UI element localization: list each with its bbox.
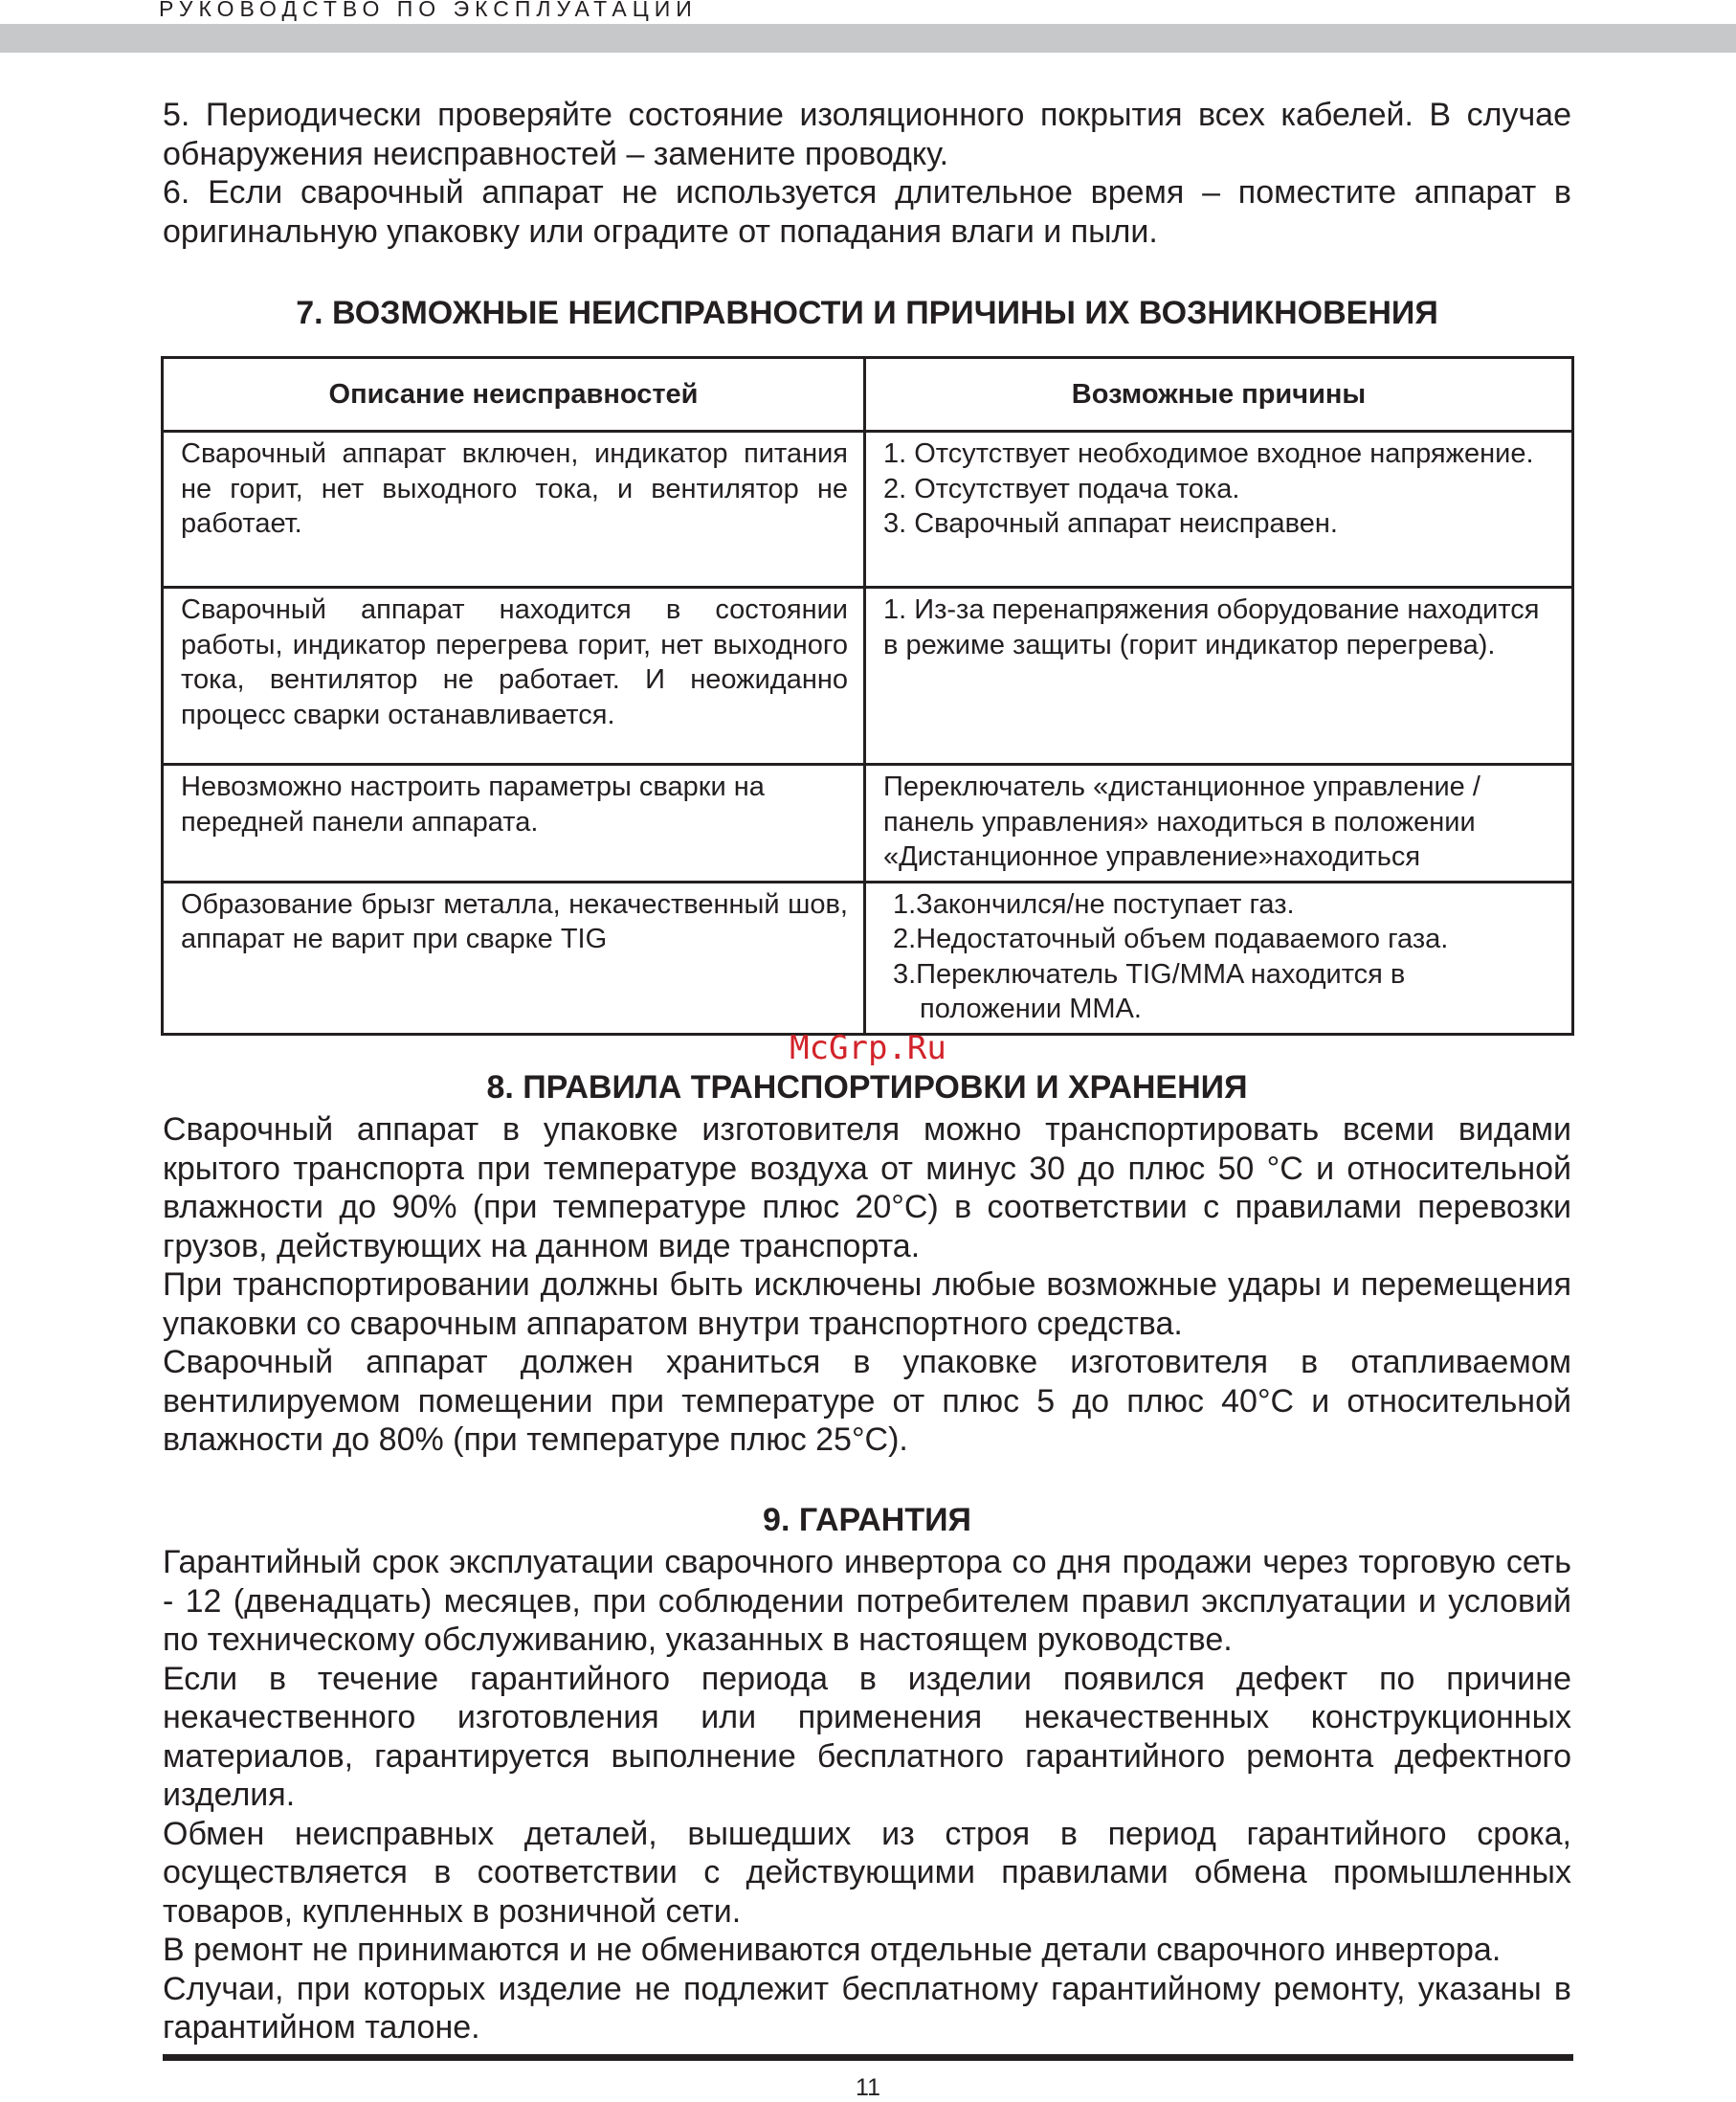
running-header: РУКОВОДСТВО ПО ЭКСПЛУАТАЦИИ xyxy=(159,0,698,21)
paragraph: Если в течение гарантийного периода в изделии появился дефект по причине некачественного изготовления или применения некачественных конструкционных материалов, гарантируется выполнение бесплатного гарантийного ремонта дефектного изделия. xyxy=(163,1660,1571,1813)
cause-item: 1. Из-за перенапряжения оборудование находится в режиме защиты (горит индикатор перегрева). xyxy=(883,594,1540,660)
fault-description: Образование брызг металла, некачественный шов, аппарат не варит при сварке TIG xyxy=(163,882,865,1034)
section-9-body xyxy=(163,1543,1571,2047)
section-8-body xyxy=(163,1110,1571,1460)
cause-item: положении MMA. xyxy=(920,994,1142,1024)
cause-item: Переключатель «дистанционное управление /панель управления» находиться в положении «Дистанционное управление»находиться xyxy=(883,771,1480,872)
fault-description: Сварочный аппарат включен, индикатор питания не горит, нет выходного тока, и вентилятор не работает. xyxy=(163,432,865,588)
paragraph: Сварочный аппарат в упаковке изготовителя можно транспортировать всеми видами крытого транспорта при температуре воздуха от минус 30 до плюс 50 °С и относительной влажности до 90% (при температуре плюс 20°С) в соответствии с правилами перевозки грузов, действующих на данном виде транспорта. xyxy=(163,1111,1571,1264)
column-header-description: Описание неисправностей xyxy=(163,358,865,432)
fault-description: Сварочный аппарат находится в состоянии работы, индикатор перегрева горит, нет выходного тока, вентилятор не работает. И неожиданно процесс сварки останавливается. xyxy=(163,588,865,765)
paragraph: Случаи, при которых изделие не подлежит бесплатному гарантийному ремонту, указаны в гарантийном талоне. xyxy=(163,1970,1571,2046)
watermark: McGrp.Ru xyxy=(790,1029,946,1067)
faults-table xyxy=(161,356,1574,1036)
intro-block xyxy=(163,96,1571,251)
section-8-heading: 8. ПРАВИЛА ТРАНСПОРТИРОВКИ И ХРАНЕНИЯ xyxy=(486,1069,1248,1106)
page-number: 11 xyxy=(856,2074,880,2101)
cause-item: 2. Отсутствует подача тока. xyxy=(883,473,1240,504)
cause-item: 1. Отсутствует необходимое входное напряжение. xyxy=(883,438,1534,469)
section-7-heading: 7. ВОЗМОЖНЫЕ НЕИСПРАВНОСТИ И ПРИЧИНЫ ИХ ВОЗНИКНОВЕНИЯ xyxy=(296,295,1438,331)
section-9-heading: 9. ГАРАНТИЯ xyxy=(763,1502,971,1538)
cause-item: 3.Переключатель TIG/MMA находится в xyxy=(893,958,1406,990)
header-bar xyxy=(0,24,1736,53)
fault-causes xyxy=(865,882,1573,1034)
table-row xyxy=(163,588,1573,765)
paragraph: Обмен неисправных деталей, вышедших из строя в период гарантийного срока, осуществляется в соответствии с действующими правилами обмена промышленных товаров, купленных в розничной сети. xyxy=(163,1815,1571,1930)
paragraph: При транспортировании должны быть исключены любые возможные удары и перемещения упаковки со сварочным аппаратом внутри транспортного средства. xyxy=(163,1266,1571,1342)
cause-item: 3. Сварочный аппарат неисправен. xyxy=(883,508,1338,539)
table-header-row xyxy=(163,358,1573,432)
intro-item-5: 5. Периодически проверяйте состояние изоляционного покрытия всех кабелей. В случае обнаружения неисправностей – замените проводку. xyxy=(163,97,1571,172)
cause-item: 1.Закончился/не поступает газ. xyxy=(893,888,1295,920)
fault-causes xyxy=(865,765,1573,883)
paragraph: Гарантийный срок эксплуатации сварочного инвертора со дня продажи через торговую сеть - 12 (двенадцать) месяцев, при соблюдении потребителем правил эксплуатации и условий по техническому обслуживанию, указанных в настоящем руководстве. xyxy=(163,1544,1571,1658)
table-row xyxy=(163,432,1573,588)
column-header-causes: Возможные причины xyxy=(865,358,1573,432)
table-row xyxy=(163,765,1573,883)
fault-description: Невозможно настроить параметры сварки на передней панели аппарата. xyxy=(163,765,865,883)
paragraph: В ремонт не принимаются и не обмениваются отдельные детали сварочного инвертора. xyxy=(163,1932,1502,1968)
intro-item-6: 6. Если сварочный аппарат не используется длительное время – поместите аппарат в оригинальную упаковку или оградите от попадания влаги и пыли. xyxy=(163,174,1571,250)
fault-causes xyxy=(865,432,1573,588)
paragraph: Сварочный аппарат должен храниться в упаковке изготовителя в отапливаемом вентилируемом помещении при температуре от плюс 5 до плюс 40°С и относительной влажности до 80% (при температуре плюс 25°С). xyxy=(163,1344,1571,1458)
cause-item: 2.Недостаточный объем подаваемого газа. xyxy=(893,924,1449,954)
footer-rule xyxy=(163,2054,1573,2061)
fault-causes xyxy=(865,588,1573,765)
table-row xyxy=(163,882,1573,1034)
